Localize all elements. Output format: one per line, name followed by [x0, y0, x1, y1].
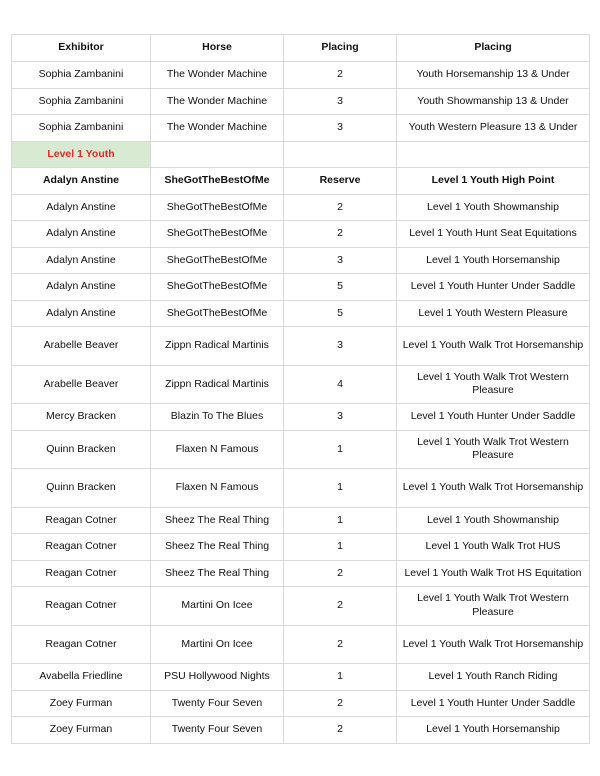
header-placing: Placing	[284, 35, 397, 62]
class-cell: Level 1 Youth Walk Trot HUS	[397, 534, 590, 561]
table-row	[12, 469, 590, 508]
class-cell: Youth Showmanship 13 & Under	[397, 88, 590, 115]
horse-cell: SheGotTheBestOfMe	[151, 274, 284, 301]
results-table	[11, 34, 590, 744]
horse-cell: Sheez The Real Thing	[151, 534, 284, 561]
class-cell: Level 1 Youth Walk Trot Horsemanship	[397, 469, 590, 508]
horse-cell: Zippn Radical Martinis	[151, 365, 284, 404]
header-exhibitor: Exhibitor	[12, 35, 151, 62]
placing-cell: 3	[284, 115, 397, 142]
class-cell: Level 1 Youth Walk Trot Western Pleasure	[397, 430, 590, 469]
exhibitor-cell: Zoey Furman	[12, 717, 151, 744]
placing-cell: 1	[284, 469, 397, 508]
table-row	[12, 430, 590, 469]
table-row	[12, 717, 590, 744]
placing-cell: 1	[284, 534, 397, 561]
table-row	[12, 88, 590, 115]
table-row	[12, 534, 590, 561]
placing-cell: 2	[284, 587, 397, 626]
placing-cell: Reserve	[284, 168, 397, 195]
exhibitor-cell: Zoey Furman	[12, 690, 151, 717]
table-row	[12, 587, 590, 626]
horse-cell: SheGotTheBestOfMe	[151, 300, 284, 327]
exhibitor-cell: Adalyn Anstine	[12, 168, 151, 195]
class-cell: Level 1 Youth Hunter Under Saddle	[397, 274, 590, 301]
class-cell: Youth Horsemanship 13 & Under	[397, 62, 590, 89]
placing-cell: 3	[284, 327, 397, 366]
table-row	[12, 115, 590, 142]
class-cell: Level 1 Youth Hunter Under Saddle	[397, 690, 590, 717]
exhibitor-cell: Mercy Bracken	[12, 404, 151, 431]
header-horse: Horse	[151, 35, 284, 62]
horse-cell: Twenty Four Seven	[151, 690, 284, 717]
placing-cell: 2	[284, 62, 397, 89]
horse-cell: Blazin To The Blues	[151, 404, 284, 431]
placing-cell: 1	[284, 664, 397, 691]
horse-cell: Sheez The Real Thing	[151, 560, 284, 587]
exhibitor-cell: Adalyn Anstine	[12, 300, 151, 327]
placing-cell: 2	[284, 690, 397, 717]
horse-cell: The Wonder Machine	[151, 88, 284, 115]
table-row	[12, 194, 590, 221]
class-cell: Level 1 Youth Walk Trot Western Pleasure	[397, 365, 590, 404]
placing-cell: 1	[284, 507, 397, 534]
horse-cell: Flaxen N Famous	[151, 469, 284, 508]
high-point-row	[12, 168, 590, 195]
placing-cell: 2	[284, 221, 397, 248]
empty-cell	[284, 141, 397, 168]
class-cell: Level 1 Youth Walk Trot Horsemanship	[397, 327, 590, 366]
header-class: Placing	[397, 35, 590, 62]
placing-cell: 5	[284, 274, 397, 301]
placing-cell: 2	[284, 560, 397, 587]
class-cell: Level 1 Youth Walk Trot Horsemanship	[397, 625, 590, 664]
class-cell: Level 1 Youth Ranch Riding	[397, 664, 590, 691]
table-row	[12, 300, 590, 327]
horse-cell: SheGotTheBestOfMe	[151, 247, 284, 274]
horse-cell: Zippn Radical Martinis	[151, 327, 284, 366]
class-cell: Level 1 Youth Walk Trot HS Equitation	[397, 560, 590, 587]
class-cell: Level 1 Youth High Point	[397, 168, 590, 195]
exhibitor-cell: Reagan Cotner	[12, 534, 151, 561]
exhibitor-cell: Reagan Cotner	[12, 587, 151, 626]
table-row	[12, 62, 590, 89]
exhibitor-cell: Sophia Zambanini	[12, 88, 151, 115]
exhibitor-cell: Quinn Bracken	[12, 469, 151, 508]
exhibitor-cell: Sophia Zambanini	[12, 115, 151, 142]
table-row	[12, 365, 590, 404]
exhibitor-cell: Reagan Cotner	[12, 560, 151, 587]
empty-cell	[397, 141, 590, 168]
horse-cell: PSU Hollywood Nights	[151, 664, 284, 691]
horse-cell: Sheez The Real Thing	[151, 507, 284, 534]
section-row	[12, 141, 590, 168]
table-row	[12, 274, 590, 301]
class-cell: Level 1 Youth Horsemanship	[397, 247, 590, 274]
table-row	[12, 690, 590, 717]
placing-cell: 1	[284, 430, 397, 469]
horse-cell: Flaxen N Famous	[151, 430, 284, 469]
horse-cell: Martini On Icee	[151, 625, 284, 664]
exhibitor-cell: Quinn Bracken	[12, 430, 151, 469]
table-row	[12, 625, 590, 664]
placing-cell: 3	[284, 88, 397, 115]
horse-cell: SheGotTheBestOfMe	[151, 194, 284, 221]
placing-cell: 3	[284, 404, 397, 431]
table-row	[12, 221, 590, 248]
exhibitor-cell: Reagan Cotner	[12, 507, 151, 534]
exhibitor-cell: Adalyn Anstine	[12, 194, 151, 221]
horse-cell: The Wonder Machine	[151, 115, 284, 142]
section-label: Level 1 Youth	[12, 141, 151, 168]
exhibitor-cell: Adalyn Anstine	[12, 247, 151, 274]
exhibitor-cell: Arabelle Beaver	[12, 327, 151, 366]
class-cell: Level 1 Youth Hunt Seat Equitations	[397, 221, 590, 248]
empty-cell	[151, 141, 284, 168]
exhibitor-cell: Adalyn Anstine	[12, 274, 151, 301]
class-cell: Level 1 Youth Showmanship	[397, 194, 590, 221]
exhibitor-cell: Adalyn Anstine	[12, 221, 151, 248]
exhibitor-cell: Sophia Zambanini	[12, 62, 151, 89]
class-cell: Level 1 Youth Showmanship	[397, 507, 590, 534]
placing-cell: 5	[284, 300, 397, 327]
table-row	[12, 560, 590, 587]
table-row	[12, 404, 590, 431]
exhibitor-cell: Arabelle Beaver	[12, 365, 151, 404]
header-row	[12, 35, 590, 62]
class-cell: Level 1 Youth Horsemanship	[397, 717, 590, 744]
placing-cell: 4	[284, 365, 397, 404]
class-cell: Youth Western Pleasure 13 & Under	[397, 115, 590, 142]
horse-cell: SheGotTheBestOfMe	[151, 221, 284, 248]
table-row	[12, 247, 590, 274]
placing-cell: 2	[284, 625, 397, 664]
class-cell: Level 1 Youth Walk Trot Western Pleasure	[397, 587, 590, 626]
exhibitor-cell: Reagan Cotner	[12, 625, 151, 664]
class-cell: Level 1 Youth Hunter Under Saddle	[397, 404, 590, 431]
placing-cell: 2	[284, 717, 397, 744]
horse-cell: Twenty Four Seven	[151, 717, 284, 744]
horse-cell: SheGotTheBestOfMe	[151, 168, 284, 195]
placing-cell: 3	[284, 247, 397, 274]
class-cell: Level 1 Youth Western Pleasure	[397, 300, 590, 327]
placing-cell: 2	[284, 194, 397, 221]
exhibitor-cell: Avabella Friedline	[12, 664, 151, 691]
horse-cell: The Wonder Machine	[151, 62, 284, 89]
table-row	[12, 664, 590, 691]
table-row	[12, 507, 590, 534]
horse-cell: Martini On Icee	[151, 587, 284, 626]
table-row	[12, 327, 590, 366]
